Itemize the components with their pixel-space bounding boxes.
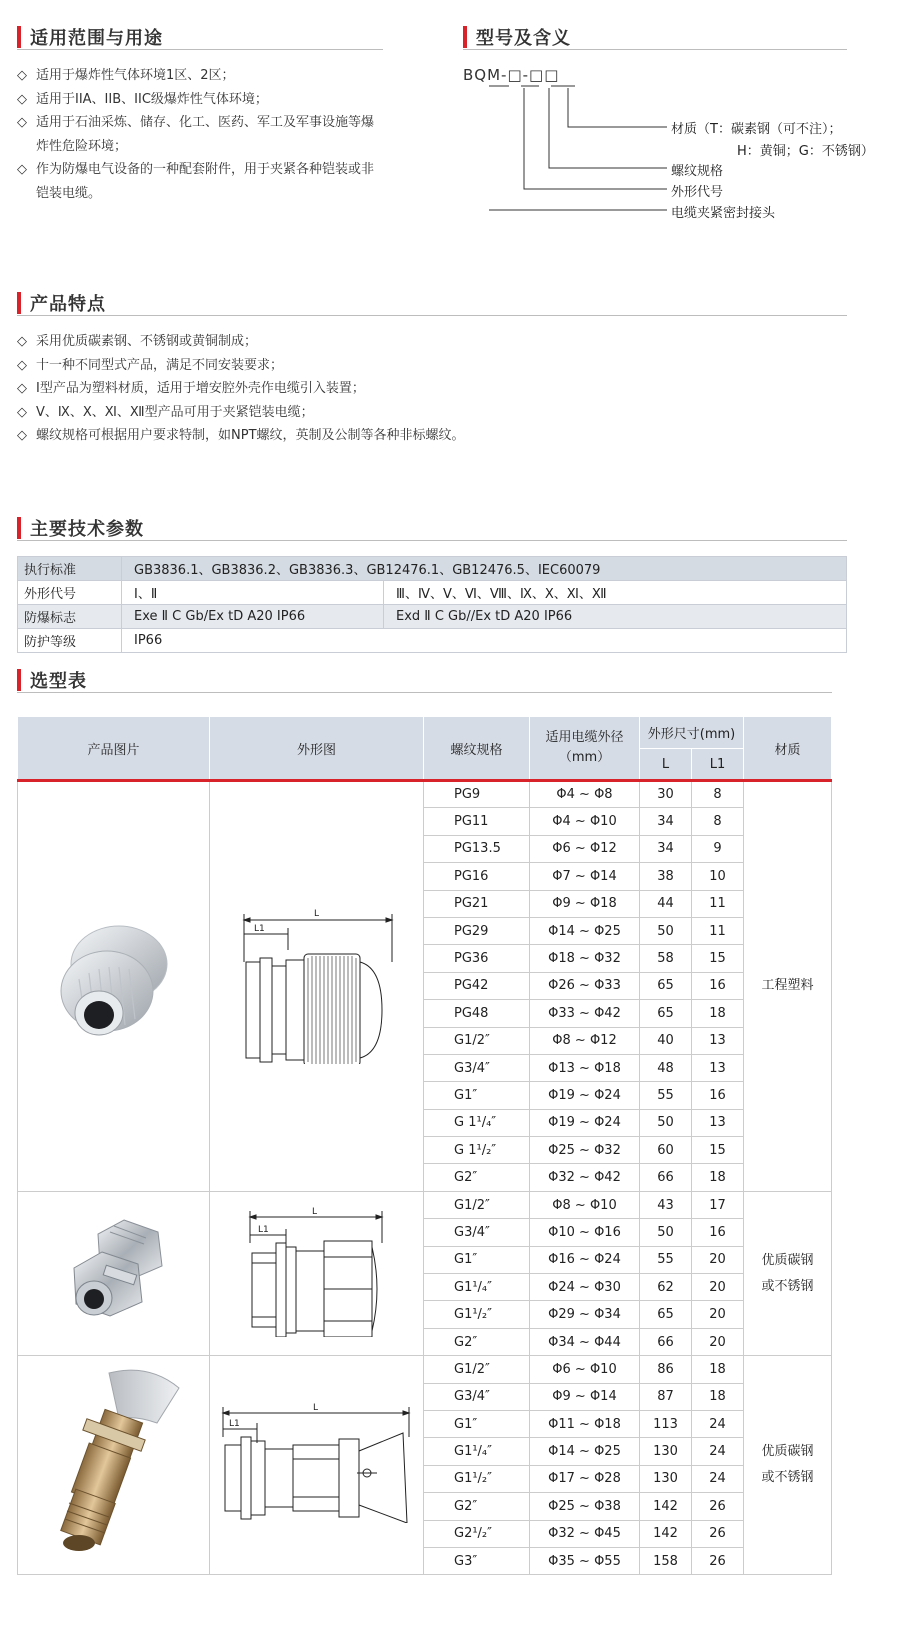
length-L1-cell: 20 [692,1301,744,1328]
cable-range-cell: Φ4 ~ Φ10 [530,808,640,835]
length-L1-cell: 9 [692,835,744,862]
cable-range-cell: Φ13 ~ Φ18 [530,1054,640,1081]
cable-range-cell: Φ32 ~ Φ45 [530,1520,640,1547]
list-item: ◇ 十一种不同型式产品，满足不同安装要求； [17,357,284,373]
outline-drawing-cell [210,1356,424,1575]
header-L: L [640,749,692,781]
length-L-cell: 66 [640,1164,692,1191]
armored-gland-photo [39,1363,189,1563]
table-cell: Exe Ⅱ C Gb/Ex tD A20 IP66 [122,605,384,629]
length-L1-cell: 13 [692,1027,744,1054]
thread-cell: G1/2″ [424,1027,530,1054]
length-L-cell: 65 [640,1000,692,1027]
length-L-cell: 38 [640,863,692,890]
thread-cell: G2″ [424,1328,530,1355]
scope-section-title [17,24,383,50]
cable-range-cell: Φ16 ~ Φ24 [530,1246,640,1273]
table-row [18,581,847,605]
title-accent-bar [17,669,21,691]
thread-cell: PG9 [424,781,530,808]
features-section-title [17,290,847,316]
length-L1-cell: 24 [692,1465,744,1492]
length-L1-cell: 26 [692,1520,744,1547]
list-item: ◇ 作为防爆电气设备的一种配套附件，用于夹紧各种铠装或非铠装电缆。 [17,162,375,201]
cable-range-cell: Φ19 ~ Φ24 [530,1082,640,1109]
thread-cell: G3/4″ [424,1383,530,1410]
tech-title: 主要技术参数 [30,518,144,540]
thread-cell: PG11 [424,808,530,835]
metal-gland-drawing [242,1207,392,1337]
header-photo: 产品图片 [18,717,210,781]
drawing-label-L: L [313,909,319,920]
thread-cell: PG48 [424,1000,530,1027]
length-L-cell: 87 [640,1383,692,1410]
material-text: 优质碳钢 [761,1444,814,1460]
length-L1-cell: 18 [692,1356,744,1383]
length-L1-cell: 11 [692,890,744,917]
length-L-cell: 34 [640,808,692,835]
length-L-cell: 34 [640,835,692,862]
model-diagram [463,66,889,236]
thread-cell: G1¹/₄″ [424,1438,530,1465]
table-cell: Ⅲ、Ⅳ、Ⅴ、Ⅵ、Ⅷ、Ⅸ、Ⅹ、Ⅺ、Ⅻ [384,581,847,605]
length-L1-cell: 15 [692,1137,744,1164]
model-label-material: 材质（T：碳素钢（可不注）； [671,122,842,137]
list-item: ◇ Ⅰ型产品为塑料材质，适用于增安腔外壳作电缆引入装置； [17,381,365,396]
selection-section-title [17,667,832,693]
thread-cell: G2″ [424,1493,530,1520]
list-item: ◇ Ⅴ、Ⅸ、Ⅹ、Ⅺ、Ⅻ型产品可用于夹紧铠装电缆； [17,404,314,420]
material-text: 优质碳钢 [761,1252,814,1268]
drawing-label-L1: L1 [253,924,265,935]
thread-cell: G1¹/₂″ [424,1301,530,1328]
outline-drawing-cell [210,1191,424,1355]
table-row [18,557,847,581]
table-row [18,781,832,808]
cable-range-cell: Φ34 ~ Φ44 [530,1328,640,1355]
length-L-cell: 130 [640,1465,692,1492]
thread-cell: PG42 [424,972,530,999]
scope-list [17,64,377,205]
thread-cell: G1″ [424,1246,530,1273]
title-accent-bar [17,292,21,314]
length-L1-cell: 8 [692,781,744,808]
plastic-gland-drawing [232,904,402,1064]
thread-cell: PG13.5 [424,835,530,862]
drawing-label-L1: L1 [257,1224,269,1235]
table-cell: GB3836.1、GB3836.2、GB3836.3、GB12476.1、GB12476.5、IEC60079 [122,557,847,581]
table-row [18,1356,832,1383]
header-thread: 螺纹规格 [424,717,530,781]
plastic-gland-photo [39,909,189,1059]
tech-section-title [17,515,847,541]
length-L-cell: 44 [640,890,692,917]
title-accent-bar [17,26,21,48]
tech-params-table [17,556,847,653]
length-L1-cell: 26 [692,1547,744,1574]
length-L-cell: 130 [640,1438,692,1465]
cable-range-cell: Φ33 ~ Φ42 [530,1000,640,1027]
length-L1-cell: 20 [692,1246,744,1273]
length-L1-cell: 18 [692,1383,744,1410]
thread-cell: G1¹/₂″ [424,1465,530,1492]
material-cell [744,781,832,1192]
length-L1-cell: 13 [692,1054,744,1081]
cable-range-cell: Φ29 ~ Φ34 [530,1301,640,1328]
length-L-cell: 50 [640,1219,692,1246]
length-L-cell: 43 [640,1191,692,1218]
table-cell: IP66 [122,629,847,653]
table-cell: Ⅰ、Ⅱ [122,581,384,605]
cable-range-cell: Φ18 ~ Φ32 [530,945,640,972]
cable-range-cell: Φ24 ~ Φ30 [530,1274,640,1301]
length-L1-cell: 18 [692,1000,744,1027]
scope-title: 适用范围与用途 [30,27,163,49]
thread-cell: G3/4″ [424,1219,530,1246]
cable-range-cell: Φ8 ~ Φ12 [530,1027,640,1054]
length-L-cell: 86 [640,1356,692,1383]
length-L-cell: 48 [640,1054,692,1081]
length-L-cell: 50 [640,917,692,944]
model-label-shape: 外形代号 [671,185,724,200]
cable-range-cell: Φ7 ~ Φ14 [530,863,640,890]
length-L-cell: 66 [640,1328,692,1355]
list-item: ◇ 适用于石油采炼、储存、化工、医药、军工及军事设施等爆炸性危险环境； [17,115,375,154]
header-L1: L1 [692,749,744,781]
table-row [18,629,847,653]
thread-cell: G2¹/₂″ [424,1520,530,1547]
cable-range-cell: Φ35 ~ Φ55 [530,1547,640,1574]
length-L-cell: 62 [640,1274,692,1301]
model-code: BQM-□-□□ [463,66,560,84]
features-title: 产品特点 [30,293,106,315]
length-L1-cell: 10 [692,863,744,890]
length-L1-cell: 11 [692,917,744,944]
thread-cell: G1/2″ [424,1356,530,1383]
length-L-cell: 55 [640,1246,692,1273]
list-item: ◇ 适用于爆炸性气体环境1区、2区； [17,68,235,83]
header-dims: 外形尺寸(mm) [640,717,744,749]
cable-range-cell: Φ19 ~ Φ24 [530,1109,640,1136]
table-cell: Exd Ⅱ C Gb//Ex tD A20 IP66 [384,605,847,629]
table-row [18,605,847,629]
material-text: 工程塑料 [761,978,814,994]
length-L-cell: 158 [640,1547,692,1574]
cable-range-cell: Φ10 ~ Φ16 [530,1219,640,1246]
cable-range-cell: Φ6 ~ Φ12 [530,835,640,862]
thread-cell: G1″ [424,1082,530,1109]
features-list [17,330,837,448]
cable-range-cell: Φ25 ~ Φ38 [530,1493,640,1520]
length-L1-cell: 26 [692,1493,744,1520]
length-L1-cell: 8 [692,808,744,835]
product-photo-cell [18,1356,210,1575]
model-label-product: 电缆夹紧密封接头 [671,206,776,221]
table-cell: 防爆标志 [18,605,122,629]
length-L1-cell: 16 [692,1082,744,1109]
length-L-cell: 58 [640,945,692,972]
length-L-cell: 65 [640,1301,692,1328]
cable-range-cell: Φ8 ~ Φ10 [530,1191,640,1218]
header-material: 材质 [744,717,832,781]
material-cell [744,1356,832,1575]
list-item: ◇ 适用于IIA、IIB、IIC级爆炸性气体环境； [17,91,268,107]
thread-cell: G 1¹/₂″ [424,1137,530,1164]
drawing-label-L1: L1 [228,1419,240,1430]
drawing-label-L: L [312,1403,318,1414]
material-cell [744,1191,832,1355]
length-L-cell: 142 [640,1520,692,1547]
thread-cell: G2″ [424,1164,530,1191]
model-label-thread: 螺纹规格 [671,164,724,179]
drawing-label-L: L [311,1206,317,1217]
thread-cell: G3/4″ [424,1054,530,1081]
length-L-cell: 65 [640,972,692,999]
thread-cell: G 1¹/₄″ [424,1109,530,1136]
outline-drawing-cell [210,781,424,1192]
header-drawing: 外形图 [210,717,424,781]
model-label-material-2: H：黄铜；G：不锈钢） [737,144,874,159]
list-item: ◇ 螺纹规格可根据用户要求特制，如NPT螺纹，英制及公制等各种非标螺纹。 [17,428,465,443]
cable-range-cell: Φ14 ~ Φ25 [530,1438,640,1465]
cable-range-cell: Φ6 ~ Φ10 [530,1356,640,1383]
length-L-cell: 142 [640,1493,692,1520]
length-L-cell: 50 [640,1109,692,1136]
thread-cell: PG36 [424,945,530,972]
table-cell: 外形代号 [18,581,122,605]
length-L-cell: 60 [640,1137,692,1164]
armored-gland-drawing [217,1403,417,1523]
length-L1-cell: 15 [692,945,744,972]
list-item: ◇ 采用优质碳素钢、不锈钢或黄铜制成； [17,334,258,349]
thread-cell: G1″ [424,1410,530,1437]
cable-range-cell: Φ4 ~ Φ8 [530,781,640,808]
cable-range-cell: Φ9 ~ Φ14 [530,1383,640,1410]
thread-cell: PG29 [424,917,530,944]
material-text: 或不锈钢 [761,1470,814,1486]
thread-cell: G1¹/₄″ [424,1274,530,1301]
length-L1-cell: 13 [692,1109,744,1136]
material-text: 或不锈钢 [761,1278,814,1294]
length-L1-cell: 24 [692,1438,744,1465]
header-cable: 适用电缆外径 （mm） [530,717,640,781]
title-accent-bar [17,517,21,539]
thread-cell: PG21 [424,890,530,917]
thread-cell: G3″ [424,1547,530,1574]
cable-range-cell: Φ11 ~ Φ18 [530,1410,640,1437]
length-L-cell: 30 [640,781,692,808]
thread-cell: PG16 [424,863,530,890]
length-L1-cell: 20 [692,1328,744,1355]
cable-range-cell: Φ26 ~ Φ33 [530,972,640,999]
cable-range-cell: Φ17 ~ Φ28 [530,1465,640,1492]
length-L1-cell: 20 [692,1274,744,1301]
length-L-cell: 55 [640,1082,692,1109]
length-L1-cell: 17 [692,1191,744,1218]
cable-range-cell: Φ9 ~ Φ18 [530,890,640,917]
length-L1-cell: 16 [692,972,744,999]
length-L1-cell: 16 [692,1219,744,1246]
selection-table [17,716,832,1575]
model-section-title [463,24,847,50]
model-title: 型号及含义 [476,27,571,49]
cable-range-cell: Φ32 ~ Φ42 [530,1164,640,1191]
product-photo-cell [18,1191,210,1355]
cable-range-cell: Φ14 ~ Φ25 [530,917,640,944]
table-row [18,1191,832,1218]
cable-range-cell: Φ25 ~ Φ32 [530,1137,640,1164]
length-L-cell: 40 [640,1027,692,1054]
length-L-cell: 113 [640,1410,692,1437]
length-L1-cell: 18 [692,1164,744,1191]
selection-title: 选型表 [30,670,87,692]
title-accent-bar [463,26,467,48]
metal-gland-photo [54,1212,174,1332]
table-cell: 执行标准 [18,557,122,581]
table-cell: 防护等级 [18,629,122,653]
product-photo-cell [18,781,210,1192]
thread-cell: G1/2″ [424,1191,530,1218]
length-L1-cell: 24 [692,1410,744,1437]
